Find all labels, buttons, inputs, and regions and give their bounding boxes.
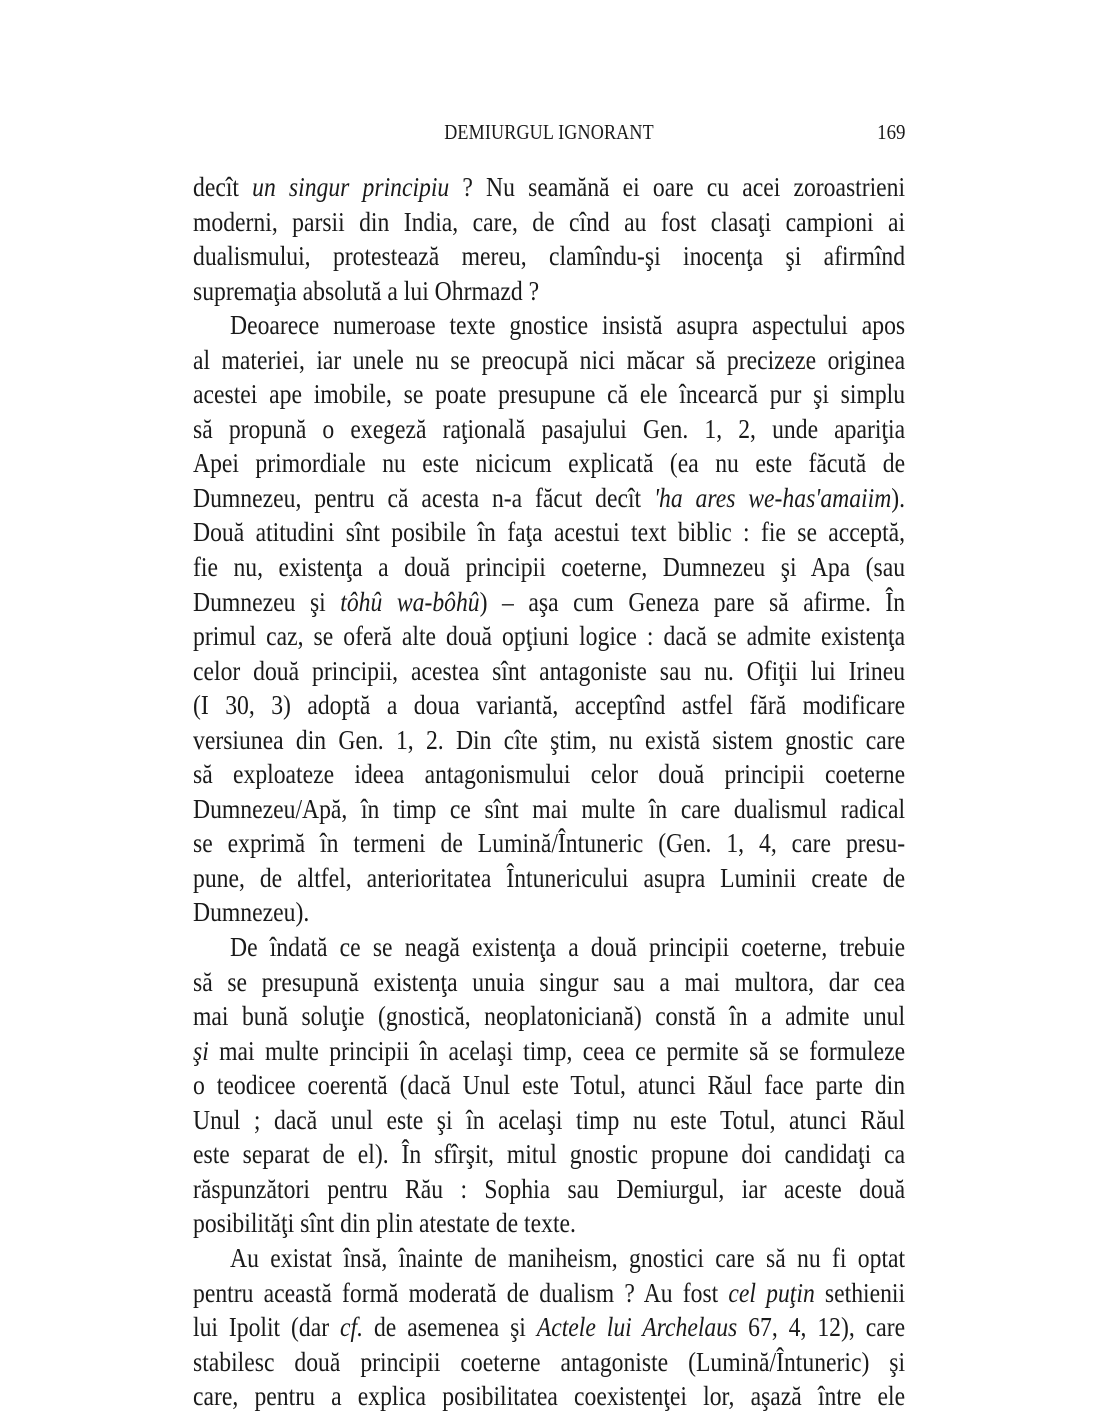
- text-run: se exprimă în termeni de Lumină/Întuneric (Gen. 1, 4, care presu-: [193, 827, 906, 859]
- italic-phrase: un singur principiu: [252, 171, 450, 202]
- text-run: moderni, parsii din India, care, de cînd au fost clasaţi campioni ai: [193, 205, 906, 237]
- text-line: [193, 826, 905, 861]
- text-line: [193, 1034, 905, 1069]
- text-run: celor două principii, acestea sînt antagoniste sau nu. Ofiţii lui Irineu: [193, 654, 906, 686]
- text-line: [193, 446, 905, 481]
- text-run: al materiei, iar unele nu se preocupă nici măcar să precizeze originea: [193, 343, 906, 375]
- text-line: [193, 861, 905, 896]
- text-run: dualismului, protestează mereu, clamîndu-şi inocenţa şi afirmînd: [193, 240, 906, 272]
- text-run: fie nu, existenţa a două principii coeterne, Dumnezeu şi Apa (sau: [193, 551, 906, 583]
- text-run: de asemenea şi: [363, 1311, 537, 1343]
- text-run: Au existat însă, înainte de maniheism, gnostici care să nu fi optat: [230, 1241, 906, 1273]
- text-line: [193, 1379, 905, 1414]
- text-run: este separat de el). În sfîrşit, mitul gnostic propune doi candidaţi ca: [193, 1138, 906, 1170]
- text-line: [193, 481, 905, 516]
- text-run: ) – aşa cum Geneza pare să afirme. În: [479, 585, 906, 617]
- text-run: ? Nu seamănă ei oare cu acei zoroastrieni: [449, 171, 906, 202]
- text-run: (I 30, 3) adoptă a doua variantă, acceptînd astfel fără modificare: [193, 689, 906, 721]
- text-line: [193, 585, 905, 620]
- text-line: [193, 999, 905, 1034]
- text-line: [193, 1137, 905, 1172]
- text-run: stabilesc două principii coeterne antagoniste (Lumină/Întuneric) şi: [193, 1345, 906, 1377]
- text-run: răspunzători pentru Rău : Sophia sau Demiurgul, iar aceste două: [193, 1172, 906, 1204]
- text-line: [193, 377, 905, 412]
- text-line: [193, 170, 905, 205]
- text-line: [193, 1103, 905, 1138]
- text-run: sethienii: [814, 1276, 906, 1308]
- text-line: [193, 654, 905, 689]
- text-run: 67, 4, 12), care: [737, 1311, 906, 1343]
- text-line: [193, 688, 905, 723]
- italic-phrase: cf.: [340, 1311, 364, 1343]
- paragraph: [193, 170, 905, 308]
- text-run: Unul ; dacă unul este şi în acelaşi timp nu este Totul, atunci Răul: [193, 1103, 906, 1135]
- running-title: DEMIURGUL IGNORANT: [444, 120, 654, 144]
- text-line: [193, 515, 905, 550]
- text-line: [193, 343, 905, 378]
- text-line: [193, 723, 905, 758]
- text-run: Dumnezeu şi: [193, 585, 341, 617]
- text-run: supremaţia absolută a lui Ohrmazd ?: [193, 274, 540, 306]
- text-line: [193, 619, 905, 654]
- text-run: mai bună soluţie (gnostică, neoplatoniciană) constă în a admite unul: [193, 1000, 906, 1032]
- text-line: [193, 239, 905, 274]
- text-run: acestei ape imobile, se poate presupune că ele încearcă pur şi simplu: [193, 378, 906, 410]
- text-run: care, pentru a explica posibilitatea coexistenţei lor, aşază între ele: [193, 1380, 906, 1412]
- text-run: Apei primordiale nu este nicicum explicată (ea nu este făcută de: [193, 447, 906, 479]
- text-line: [193, 1172, 905, 1207]
- text-line: [193, 792, 905, 827]
- paragraph: [193, 1241, 905, 1414]
- text-run: lui Ipolit (dar: [193, 1311, 341, 1343]
- text-run: o teodicee coerentă (dacă Unul este Totul, atunci Răul face parte din: [193, 1069, 906, 1101]
- italic-phrase: Actele lui Archelaus: [536, 1311, 738, 1343]
- text-run: Dumnezeu/Apă, în timp ce sînt mai multe în care dualismul radical: [193, 792, 906, 824]
- text-line: [193, 205, 905, 240]
- text-line: [193, 1206, 905, 1241]
- paragraph: [193, 930, 905, 1241]
- text-run: să propună o exegeză raţională pasajului Gen. 1, 2, unde apariţia: [193, 412, 906, 444]
- text-line: [193, 895, 905, 930]
- text-run: Dumnezeu, pentru că acesta n-a făcut decît: [193, 481, 654, 513]
- italic-phrase: cel puţin: [728, 1276, 815, 1308]
- text-line: [193, 308, 905, 343]
- text-run: Două atitudini sînt posibile în faţa acestui text biblic : fie se acceptă,: [193, 516, 906, 548]
- text-run: pentru această formă moderată de dualism ? Au fost: [193, 1276, 729, 1308]
- text-line: [193, 1241, 905, 1276]
- text-run: posibilităţi sînt din plin atestate de texte.: [193, 1207, 576, 1239]
- text-line: [193, 1068, 905, 1103]
- text-run: pune, de altfel, anterioritatea Întunericului asupra Luminii create de: [193, 861, 906, 893]
- page-number: 169: [876, 120, 905, 144]
- text-line: [193, 930, 905, 965]
- text-line: [193, 1345, 905, 1380]
- text-line: [193, 1276, 905, 1311]
- text-line: [193, 757, 905, 792]
- text-run: ).: [891, 481, 906, 513]
- text-line: [193, 274, 905, 309]
- italic-phrase: tôhû wa-bôhû: [340, 585, 480, 617]
- text-run: versiunea din Gen. 1, 2. Din cîte ştim, nu există sistem gnostic care: [193, 723, 906, 755]
- text-run: primul caz, se oferă alte două opţiuni logice : dacă se admite existenţa: [193, 620, 906, 652]
- text-run: să se presupună existenţa unuia singur sau a mai multora, dar cea: [193, 965, 906, 997]
- text-run: mai multe principii în acelaşi timp, ceea ce permite să se formuleze: [208, 1034, 906, 1066]
- running-header: [193, 118, 905, 146]
- italic-phrase: şi: [193, 1034, 209, 1066]
- text-line: [193, 965, 905, 1000]
- text-run: Deoarece numeroase texte gnostice insistă asupra aspectului apos: [230, 309, 906, 341]
- text-run: Dumnezeu).: [193, 896, 310, 928]
- text-line: [193, 1310, 905, 1345]
- italic-phrase: 'ha ares we-has'amaiim: [653, 481, 892, 513]
- text-run: să exploateze ideea antagonismului celor două principii coeterne: [193, 758, 906, 790]
- text-run: decît: [193, 171, 253, 202]
- text-line: [193, 550, 905, 585]
- text-line: [193, 412, 905, 447]
- body-text: [193, 170, 905, 1414]
- paragraph: [193, 308, 905, 930]
- text-run: De îndată ce se neagă existenţa a două principii coeterne, trebuie: [230, 931, 906, 963]
